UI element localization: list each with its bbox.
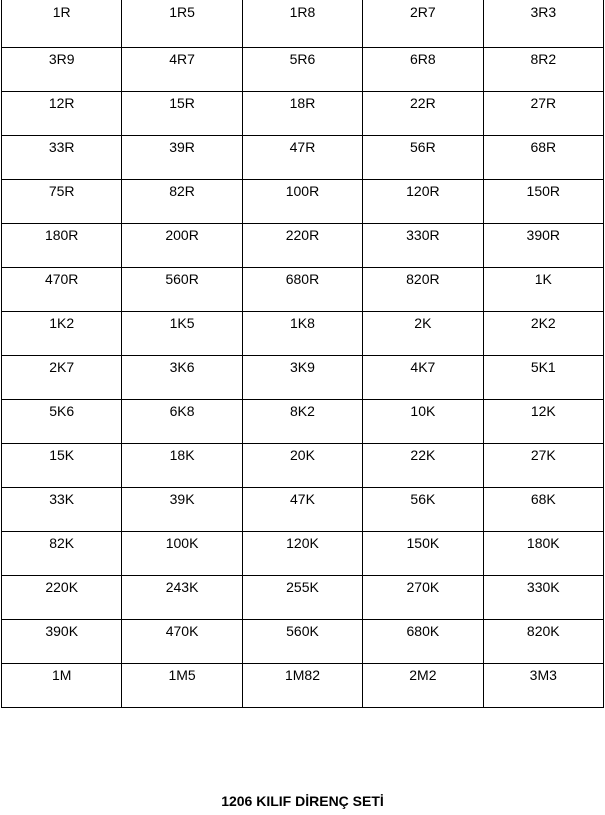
table-cell: 100R	[242, 179, 362, 223]
table-cell: 470R	[2, 267, 122, 311]
table-cell: 330K	[483, 575, 603, 619]
table-cell: 680R	[242, 267, 362, 311]
table-cell: 120K	[242, 531, 362, 575]
table-row	[2, 575, 604, 619]
table-cell: 15K	[2, 443, 122, 487]
table-cell: 5K1	[483, 355, 603, 399]
table-cell: 2R7	[363, 0, 483, 47]
table-cell: 243K	[122, 575, 242, 619]
table-cell: 560R	[122, 267, 242, 311]
table-cell: 390K	[2, 619, 122, 663]
table-cell: 100K	[122, 531, 242, 575]
table-cell: 4K7	[363, 355, 483, 399]
table-cell: 18R	[242, 91, 362, 135]
table-row	[2, 355, 604, 399]
table-cell: 200R	[122, 223, 242, 267]
table-cell: 1R5	[122, 0, 242, 47]
table-cell: 1M	[2, 663, 122, 707]
table-cell: 12R	[2, 91, 122, 135]
table-cell: 470K	[122, 619, 242, 663]
table-cell: 820R	[363, 267, 483, 311]
table-row	[2, 311, 604, 355]
table-cell: 8K2	[242, 399, 362, 443]
table-cell: 3M3	[483, 663, 603, 707]
table-row	[2, 267, 604, 311]
table-cell: 2K2	[483, 311, 603, 355]
table-cell: 1K8	[242, 311, 362, 355]
table-cell: 3K6	[122, 355, 242, 399]
table-cell: 5K6	[2, 399, 122, 443]
table-cell: 3R3	[483, 0, 603, 47]
table-cell: 8R2	[483, 47, 603, 91]
table-cell: 270K	[363, 575, 483, 619]
table-row	[2, 179, 604, 223]
table-cell: 82R	[122, 179, 242, 223]
table-cell: 560K	[242, 619, 362, 663]
table-cell: 56K	[363, 487, 483, 531]
table-cell: 6K8	[122, 399, 242, 443]
table-cell: 33R	[2, 135, 122, 179]
table-cell: 255K	[242, 575, 362, 619]
table-row	[2, 663, 604, 707]
table-cell: 39R	[122, 135, 242, 179]
table-cell: 2M2	[363, 663, 483, 707]
table-cell: 39K	[122, 487, 242, 531]
table-cell: 5R6	[242, 47, 362, 91]
table-cell: 22K	[363, 443, 483, 487]
table-cell: 220K	[2, 575, 122, 619]
table-cell: 27R	[483, 91, 603, 135]
table-cell: 820K	[483, 619, 603, 663]
table-cell: 33K	[2, 487, 122, 531]
table-cell: 15R	[122, 91, 242, 135]
table-cell: 82K	[2, 531, 122, 575]
table-cell: 1K	[483, 267, 603, 311]
table-cell: 3R9	[2, 47, 122, 91]
table-cell: 68R	[483, 135, 603, 179]
table-row	[2, 47, 604, 91]
table-cell: 680K	[363, 619, 483, 663]
table-cell: 3K9	[242, 355, 362, 399]
table-cell: 330R	[363, 223, 483, 267]
table-row	[2, 223, 604, 267]
table-row	[2, 619, 604, 663]
table-cell: 180K	[483, 531, 603, 575]
table-cell: 150R	[483, 179, 603, 223]
table-cell: 1K5	[122, 311, 242, 355]
table-cell: 27K	[483, 443, 603, 487]
table-cell: 47R	[242, 135, 362, 179]
table-cell: 68K	[483, 487, 603, 531]
table-cell: 120R	[363, 179, 483, 223]
table-cell: 20K	[242, 443, 362, 487]
table-cell: 12K	[483, 399, 603, 443]
table-cell: 1R	[2, 0, 122, 47]
table-cell: 1M82	[242, 663, 362, 707]
table-cell: 220R	[242, 223, 362, 267]
table-row	[2, 531, 604, 575]
page-title: 1206 KILIF DİRENÇ SETİ	[221, 793, 384, 809]
table-cell: 10K	[363, 399, 483, 443]
table-cell: 6R8	[363, 47, 483, 91]
table-cell: 56R	[363, 135, 483, 179]
table-cell: 180R	[2, 223, 122, 267]
table-row	[2, 0, 604, 47]
table-cell: 2K7	[2, 355, 122, 399]
table-row	[2, 91, 604, 135]
table-row	[2, 399, 604, 443]
table-body	[2, 0, 604, 707]
table-cell: 18K	[122, 443, 242, 487]
table-cell: 1K2	[2, 311, 122, 355]
table-cell: 2K	[363, 311, 483, 355]
table-cell: 1M5	[122, 663, 242, 707]
table-cell: 4R7	[122, 47, 242, 91]
table-cell: 1R8	[242, 0, 362, 47]
table-row	[2, 443, 604, 487]
table-cell: 150K	[363, 531, 483, 575]
table-cell: 22R	[363, 91, 483, 135]
table-cell: 75R	[2, 179, 122, 223]
table-cell: 390R	[483, 223, 603, 267]
table-row	[2, 487, 604, 531]
table-cell: 47K	[242, 487, 362, 531]
resistor-value-table	[1, 0, 604, 708]
table-row	[2, 135, 604, 179]
